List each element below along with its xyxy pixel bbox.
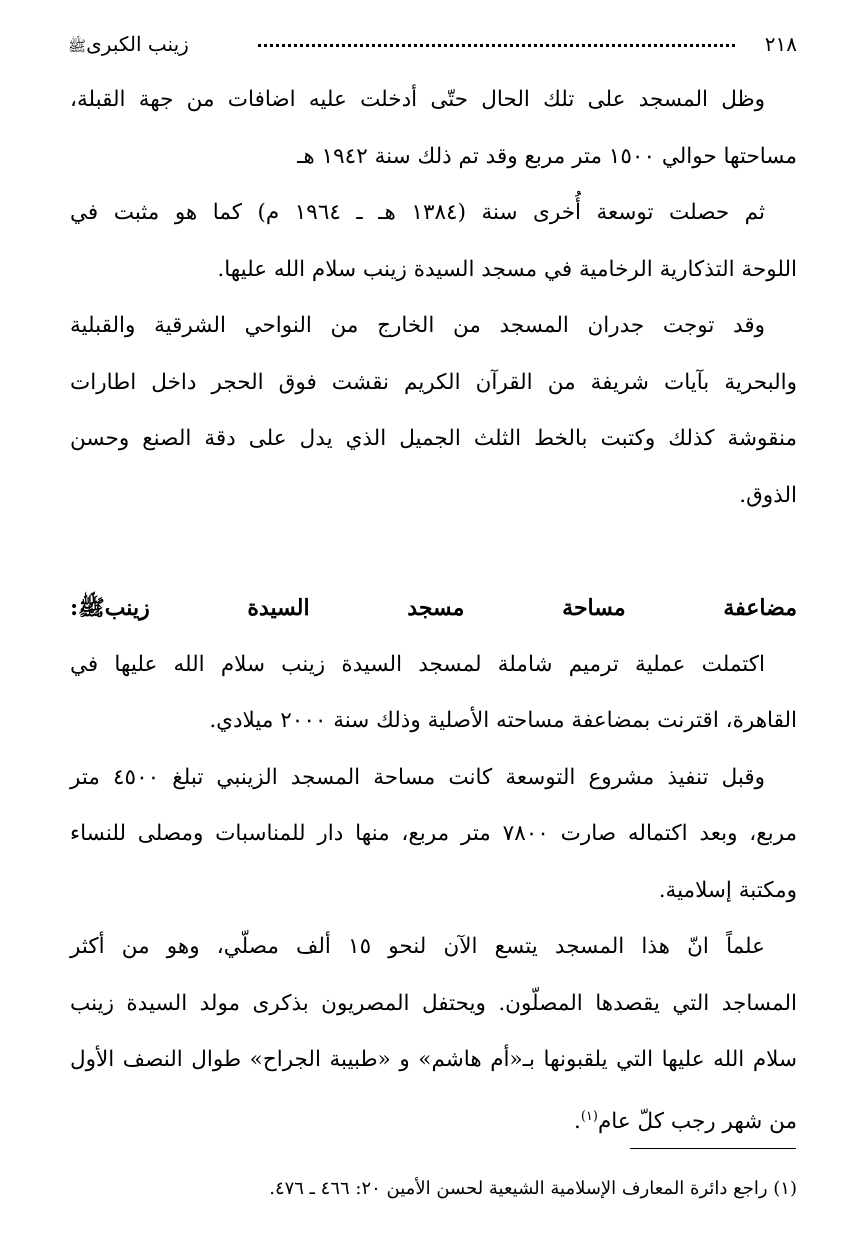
page-body (70, 72, 797, 1145)
final-period: . (574, 1108, 581, 1134)
text-line: وقبل تنفيذ مشروع التوسعة كانت مساحة المسجد الزينبي تبلغ ٤٥٠٠ متر (70, 764, 766, 790)
section-heading (70, 580, 797, 637)
text-line: ومكتبة إسلامية. (658, 877, 797, 903)
footnote-separator (630, 1148, 796, 1149)
text-line: ثم حصلت توسعة أُخرى سنة (١٣٨٤ هـ ـ ١٩٦٤ م) كما هو مثبت في (70, 200, 765, 225)
page-number: ٢١٨ (764, 32, 797, 56)
text-line: وظل المسجد على تلك الحال حتّى أدخلت عليه اضافات من جهة القبلة، (70, 87, 765, 112)
text-line: سلام الله عليها التي يلقبونها بـ«أم هاشم» و «طبيبة الجراح» طوال النصف الأول (70, 1047, 797, 1072)
running-title-text: زينب الكبرى (86, 32, 189, 56)
footnote: (١) راجع دائرة المعارف الإسلامية الشيعية لحسن الأمين ٢٠: ٤٦٦ ـ ٤٧٦. (269, 1178, 797, 1199)
text-line: المساجد التي يقصدها المصلّون. ويحتفل المصريون بذكرى مولد السيدة زينب (70, 990, 797, 1016)
text-line: مساحتها حوالي ١٥٠٠ متر مربع وقد تم ذلك سنة ١٩٤٢ هـ (297, 143, 797, 169)
text-line-content: من شهر رجب كلّ عام (597, 1108, 797, 1134)
footnote-reference: (١) (580, 1108, 598, 1124)
text-line: علماً انّ هذا المسجد يتسع الآن لنحو ١٥ ألف مصلّي، وهو من أكثر (70, 934, 765, 959)
heading-colon: : (70, 595, 79, 621)
text-line: والبحرية بآيات شريفة من القرآن الكريم نقشت فوق الحجر داخل اطارات (70, 369, 797, 395)
text-line: منقوشة كذلك وكتبت بالخط الثلث الجميل الذي يدل على دقة الصنع وحسن (70, 426, 797, 451)
text-line (70, 1089, 797, 1146)
text-line: اللوحة التذكارية الرخامية في مسجد السيدة زينب سلام الله عليها. (217, 256, 797, 282)
running-header (68, 32, 797, 62)
running-title (68, 32, 189, 59)
text-line: اكتملت عملية ترميم شاملة لمسجد السيدة زينب سلام الله عليها في (70, 651, 765, 677)
text-line: الذوق. (739, 482, 797, 508)
section-heading-text: مضاعفة مساحة مسجد السيدة زينب (104, 595, 797, 621)
honorific-symbol: ﷺ (68, 37, 87, 55)
text-line: وقد توجت جدران المسجد من الخارج من النواحي الشرقية والقبلية (70, 313, 765, 338)
section-gap (70, 524, 797, 580)
text-line: مربع، وبعد اكتماله صارت ٧٨٠٠ متر مربع، منها دار للمناسبات ومصلى للنساء (70, 821, 798, 846)
text-line: القاهرة، اقترنت بمضاعفة مساحته الأصلية وذلك سنة ٢٠٠٠ ميلادي. (209, 708, 797, 733)
honorific-symbol: ﷺ (78, 595, 105, 621)
header-dot-leader (258, 44, 735, 47)
